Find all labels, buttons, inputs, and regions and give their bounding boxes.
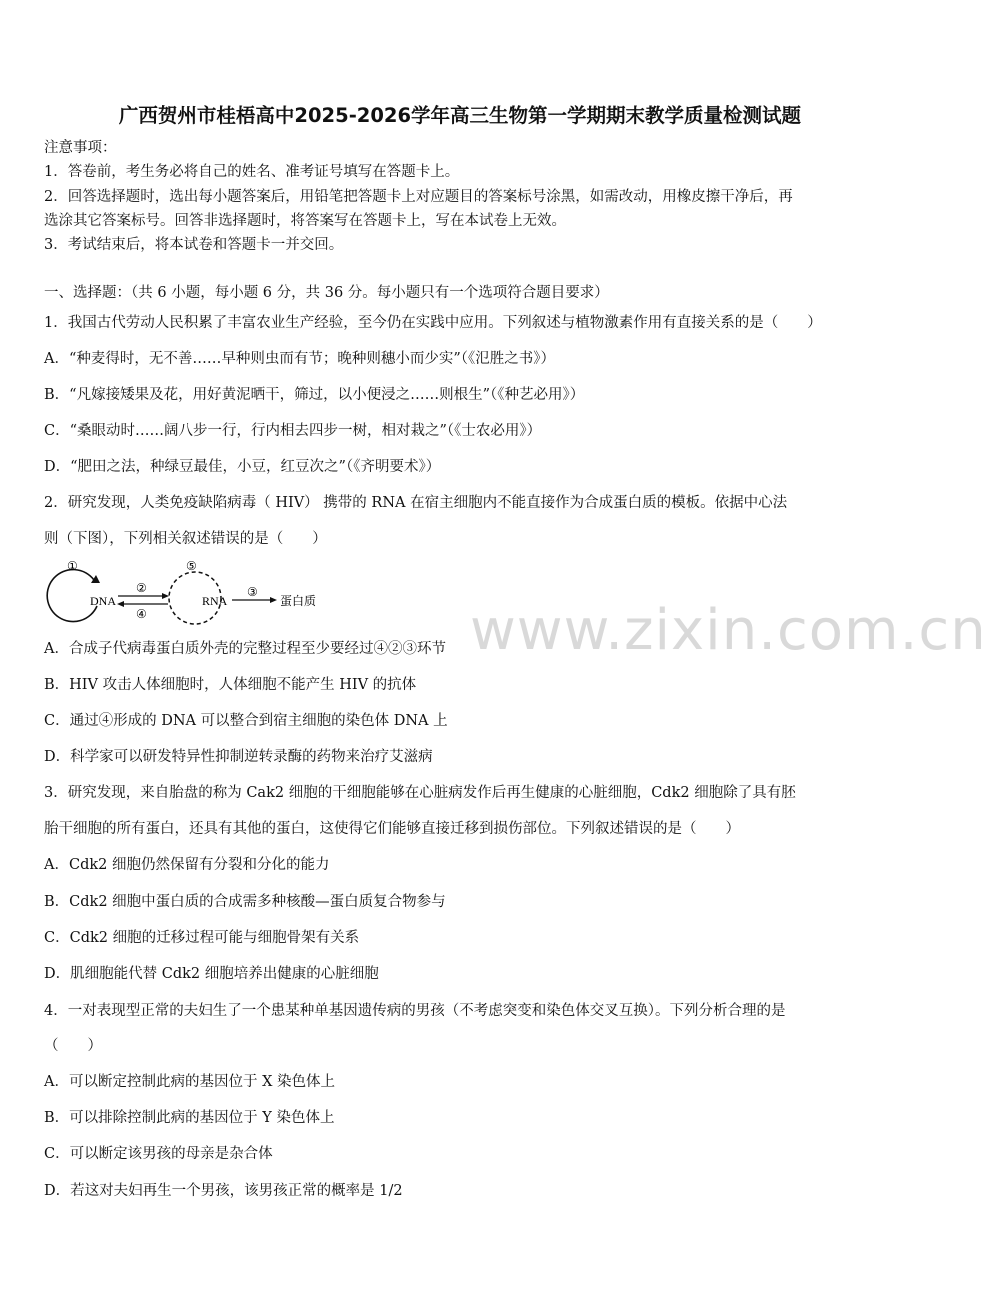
question-1-option-b: B．“凡嫁接矮果及花，用好黄泥晒干，筛过，以小便浸之……则根生”（《种艺必用》） — [44, 387, 585, 403]
question-1-option-d: D．“肥田之法，种绿豆最佳，小豆，红豆次之”（《齐明要术》） — [44, 459, 441, 475]
arrowhead-icon — [162, 593, 169, 599]
question-2-option-d: D．科学家可以研发特异性抑制逆转录酶的药物来治疗艾滋病 — [44, 749, 433, 765]
question-3-option-d: D．肌细胞能代替 Cdk2 细胞培养出健康的心脏细胞 — [44, 966, 379, 982]
label-1: ① — [67, 559, 78, 573]
label-dna: DNA — [90, 594, 116, 608]
question-3-option-b: B．Cdk2 细胞中蛋白质的合成需多种核酸—蛋白质复合物参与 — [44, 894, 446, 910]
question-4-option-b: B．可以排除控制此病的基因位于 Y 染色体上 — [44, 1110, 335, 1126]
label-3: ③ — [247, 585, 258, 599]
notes-heading: 注意事项： — [44, 140, 117, 156]
notes-item: 选涂其它答案标号。回答非选择题时，将答案写在答题卡上，写在本试卷上无效。 — [44, 213, 566, 229]
question-4-option-d: D．若这对夫妇再生一个男孩，该男孩正常的概率是 1/2 — [44, 1183, 403, 1199]
label-2: ② — [136, 581, 147, 595]
question-1-option-c: C．“桑眼动时……阔八步一行，行内相去四步一树，相对栽之”（《士农必用》） — [44, 423, 542, 439]
question-3-stem: 胎干细胞的所有蛋白，还具有其他的蛋白，这使得它们能够直接迁移到损伤部位。下列叙述错误的是（ ） — [44, 821, 740, 837]
question-2-stem: 则（下图），下列相关叙述错误的是（ ） — [44, 531, 327, 547]
notes-item: 2．回答选择题时，选出每小题答案后，用铅笔把答题卡上对应题目的答案标号涂黑，如需改动，用橡皮擦干净后，再 — [44, 189, 793, 205]
question-2-option-a: A．合成子代病毒蛋白质外壳的完整过程至少要经过④②③环节 — [44, 641, 446, 657]
question-2-option-c: C．通过④形成的 DNA 可以整合到宿主细胞的染色体 DNA 上 — [44, 713, 448, 729]
question-1-option-a: A．“种麦得时，无不善……早种则虫而有节；晚种则穗小而少实”（《氾胜之书》） — [44, 351, 556, 367]
label-rna: RNA — [202, 594, 228, 608]
label-5: ⑤ — [186, 559, 197, 573]
label-protein: 蛋白质 — [280, 594, 317, 608]
question-3-stem: 3．研究发现，来自胎盘的称为 Cak2 细胞的干细胞能够在心脏病发作后再生健康的心脏细胞，Cdk2 细胞除了具有胚 — [44, 785, 796, 801]
page-title: 广西贺州市桂梧高中2025-2026学年高三生物第一学期期末教学质量检测试题 — [118, 104, 802, 127]
question-4-option-a: A．可以断定控制此病的基因位于 X 染色体上 — [44, 1074, 336, 1090]
question-4-stem: 4．一对表现型正常的夫妇生了一个患某种单基因遗传病的男孩（不考虑突变和染色体交叉互换）。下列分析合理的是 — [44, 1003, 786, 1019]
notes-item: 3．考试结束后，将本试卷和答题卡一并交回。 — [44, 237, 344, 253]
central-dogma-diagram — [44, 558, 334, 634]
question-3-option-a: A．Cdk2 细胞仍然保留有分裂和分化的能力 — [44, 857, 330, 873]
notes-item: 1．答卷前，考生务必将自己的姓名、准考证号填写在答题卡上。 — [44, 164, 460, 180]
watermark: www.zixin.com.cn — [470, 598, 987, 663]
arrowhead-icon — [270, 597, 277, 603]
arrowhead-icon — [117, 601, 124, 607]
section-heading: 一、选择题：（共 6 小题，每小题 6 分，共 36 分。每小题只有一个选项符合题目要求） — [44, 285, 609, 301]
question-3-option-c: C．Cdk2 细胞的迁移过程可能与细胞骨架有关系 — [44, 930, 360, 946]
question-4-stem: （ ） — [44, 1038, 102, 1054]
question-2-option-b: B．HIV 攻击人体细胞时，人体细胞不能产生 HIV 的抗体 — [44, 677, 417, 693]
question-2-stem: 2．研究发现，人类免疫缺陷病毒（ HIV） 携带的 RNA 在宿主细胞内不能直接作为合成蛋白质的模板。依据中心法 — [44, 495, 788, 511]
question-4-option-c: C．可以断定该男孩的母亲是杂合体 — [44, 1146, 273, 1162]
question-1-stem: 1．我国古代劳动人民积累了丰富农业生产经验，至今仍在实践中应用。下列叙述与植物激素作用有直接关系的是（ ） — [44, 315, 822, 331]
label-4: ④ — [136, 607, 147, 621]
